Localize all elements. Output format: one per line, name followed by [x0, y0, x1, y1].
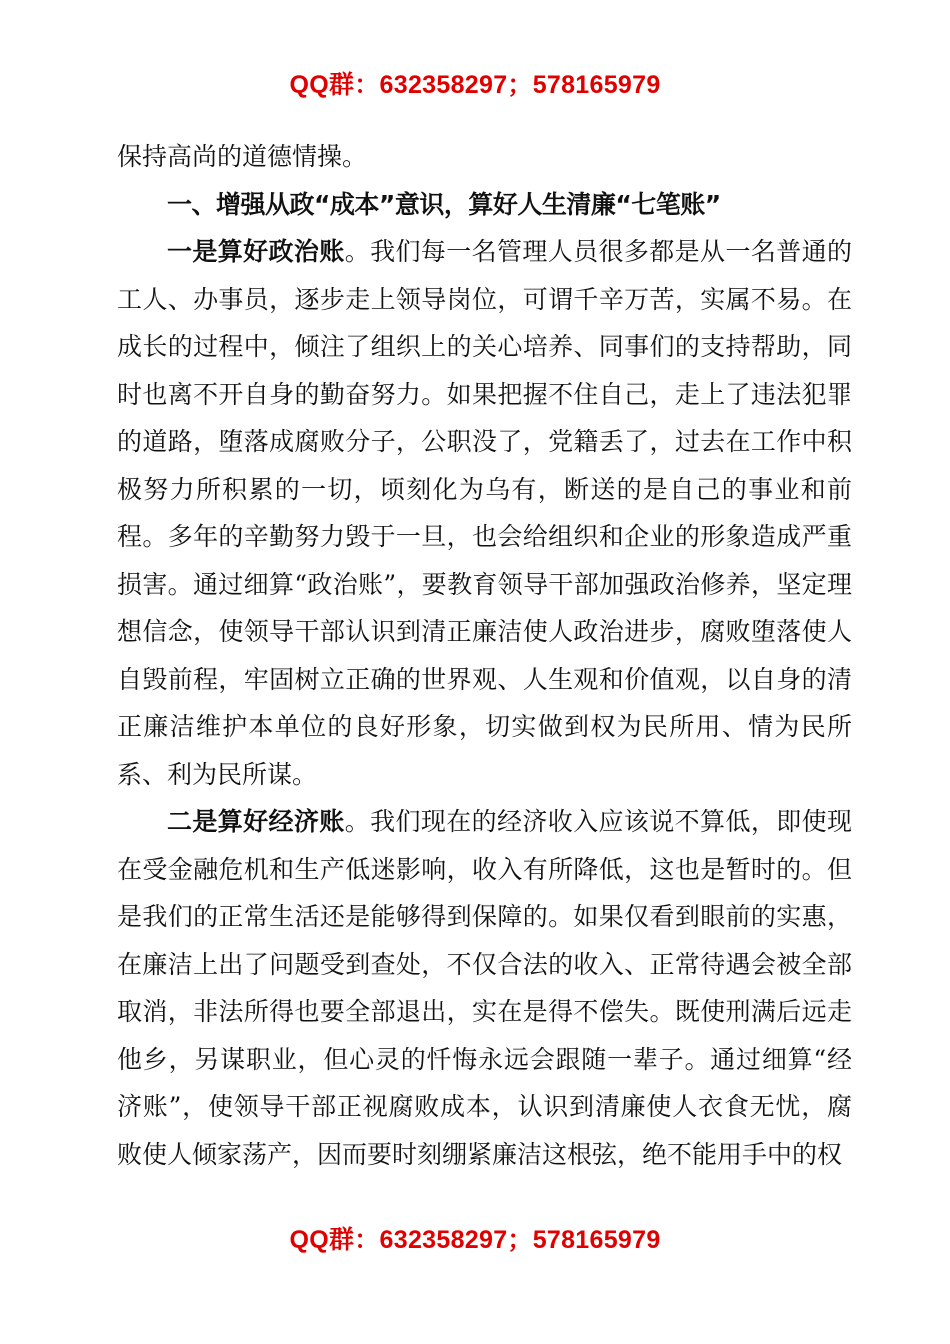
page-header-qq-group: QQ群：632358297；578165979 [289, 71, 661, 99]
paragraph-political-account [117, 228, 852, 798]
intro-tail-paragraph: 保持高尚的道德情操。 [117, 142, 368, 171]
paragraph-lead-political: 一是算好政治账 [167, 237, 345, 266]
section-heading: 一、增强从政“成本”意识，算好人生清廉“七笔账” [167, 189, 721, 219]
paragraph-text-political: 。我们每一名管理人员很多都是从一名普通的工人、办事员，逐步走上领导岗位，可谓千辛万苦，实属不易。在成长的过程中，倾注了组织上的关心培养、同事们的支持帮助，同时也离不开自身的勤奋努力。如果把握不住自己，走上了违法犯罪的道路，堕落成腐败分子，公职没了，党籍丢了，过去在工作中积极努力所积累的一切，顷刻化为乌有，断送的是自己的事业和前程。多年的辛勤努力毁于一旦，也会给组织和企业的形象造成严重损害。通过细算“政治账”，要教育领导干部加强政治修养，坚定理想信念，使领导干部认识到清正廉洁使人政治进步，腐败堕落使人自毁前程，牢固树立正确的世界观、人生观和价值观，以自身的清正廉洁维护本单位的良好形象，切实做到权为民所用、情为民所系、利为民所谋。 [117, 237, 852, 789]
paragraph-lead-economic: 二是算好经济账 [167, 807, 345, 836]
paragraph-text-economic: 。我们现在的经济收入应该说不算低，即使现在受金融危机和生产低迷影响，收入有所降低，这也是暂时的。但是我们的正常生活还是能够得到保障的。如果仅看到眼前的实惠，在廉洁上出了问题受到查处，不仅合法的收入、正常待遇会被全部取消，非法所得也要全部退出，实在是得不偿失。既使刑满后远走他乡，另谋职业，但心灵的忏悔永远会跟随一辈子。通过细算“经济账”，使领导干部正视腐败成本，认识到清廉使人衣食无忧，腐败使人倾家荡产，因而要时刻绷紧廉洁这根弦，绝不能用手中的权 [117, 807, 852, 1169]
document-body [117, 133, 852, 1178]
paragraph-economic-account [117, 798, 852, 1178]
page-footer-qq-group: QQ群：632358297；578165979 [289, 1226, 661, 1254]
